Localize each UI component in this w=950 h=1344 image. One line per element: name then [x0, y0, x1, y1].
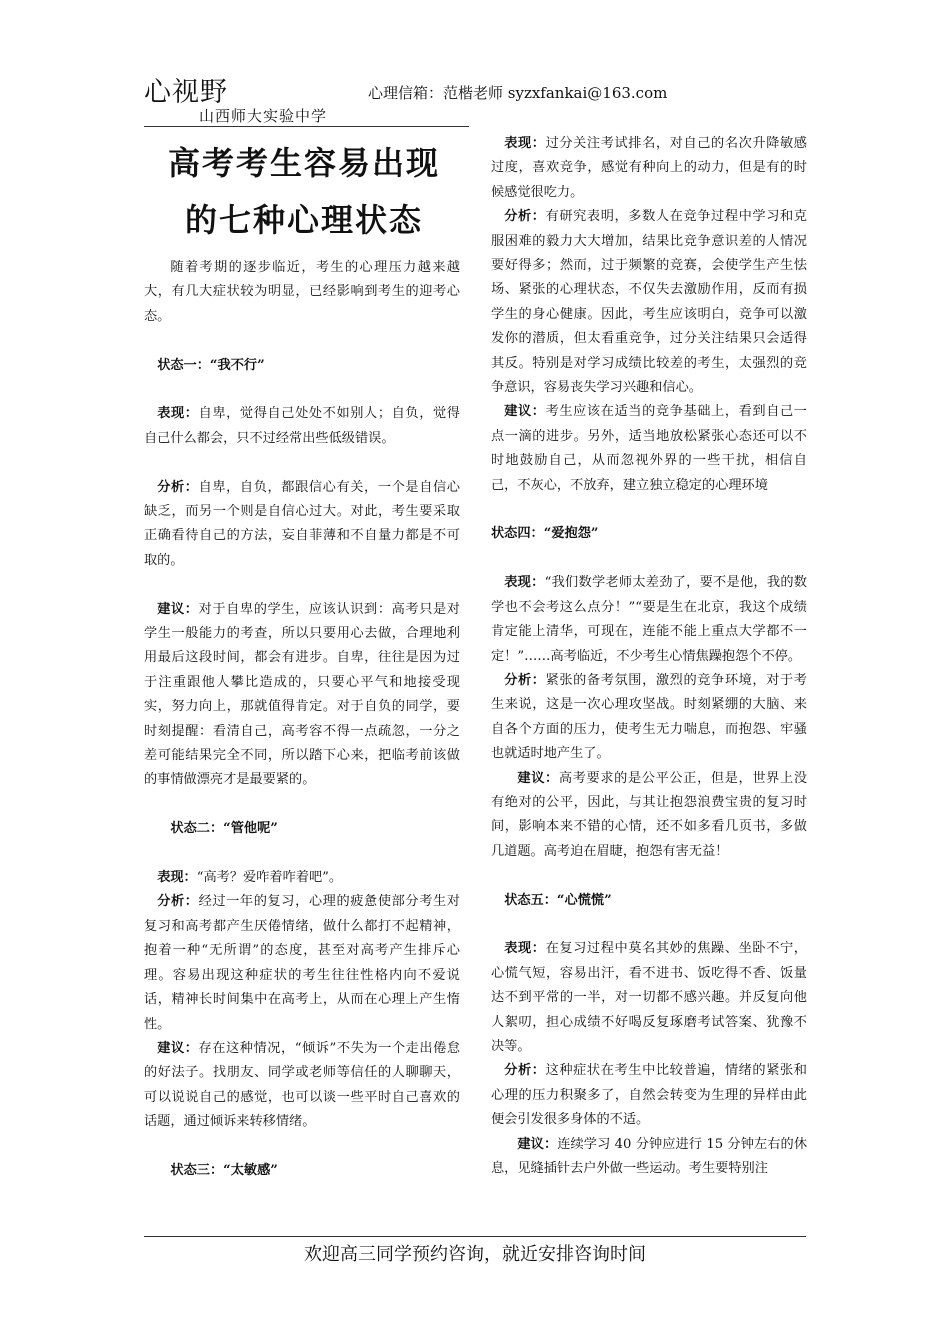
state2-biaoxian-text: “高考？爱咋着咋着吧”。	[196, 870, 343, 886]
state2-fenxi	[144, 890, 460, 1036]
state4-fenxi	[491, 669, 807, 767]
state5-jianyi-text: 连续学习 40 分钟应进行 15 分钟左右的休息，见缝插针去户外做一些运动。考生要特别注	[491, 1136, 808, 1176]
state1-fenxi-text: 自卑，自负，都跟信心有关，一个是自信心缺乏，而另一个则是自信心过大。对此，考生要采取正确看待自己的方法，妄自菲薄和不自量力都是不可取的。	[144, 479, 460, 568]
brand-logo-text: 心视野	[144, 77, 228, 108]
school-name: 山西师大实验中学	[199, 107, 328, 125]
fenxi-label: 分析：	[157, 894, 199, 910]
article-title-line1: 高考考生容易出现	[167, 144, 440, 182]
biaoxian-label: 表现：	[504, 575, 545, 591]
biaoxian-label: 表现：	[504, 136, 546, 151]
intro-paragraph: 随着考期的逐步临近，考生的心理压力越来越大，有几大症状较为明显，已经影响到考生的迎考心态。	[144, 260, 460, 324]
state1-fenxi	[144, 476, 460, 574]
state5-biaoxian-text: 在复习过程中莫名其妙的焦躁、坐卧不宁，心慌气短，容易出汗，看不进书、饭吃得不香、饭量达不到平常的一半，对一切都不感兴趣。并反复向他人絮叨，担心成绩不好喝反复琢磨考试答案、犹豫不决等。	[491, 941, 807, 1054]
footer-divider	[144, 1236, 806, 1237]
state2-jianyi-text: 存在这种情况，“倾诉”不失为一个走出倦怠的好法子。找朋友、同学或老师等信任的人聊聊天，可以说说自己的感觉，也可以谈一些平时自己喜欢的话题，通过倾诉来转移情绪。	[144, 1040, 461, 1130]
biaoxian-label: 表现：	[157, 870, 197, 886]
state4-jianyi-text: 高考要求的是公平公正，但是，世界上没有绝对的公平，因此，与其让抱怨浪费宝贵的复习时间，影响本来不错的心情，还不如多看几页书，多做几道题。高考迫在眉睫，抱怨有害无益！	[491, 770, 808, 859]
jianyi-label: 建议：	[504, 404, 546, 420]
state5-fenxi	[491, 1059, 807, 1132]
footer-notice: 欢迎高三同学预约咨询，就近安排咨询时间	[304, 1244, 646, 1265]
state4-fenxi-text: 紧张的备考氛围，激烈的竞争环境，对于考生来说，这是一次心理攻坚战。时刻紧绷的大脑、来自各个方面的压力，使考生无力喘息，而抱怨、牢骚也就适时地产生了。	[491, 672, 807, 762]
fenxi-label: 分析：	[504, 1063, 546, 1079]
state2-jianyi	[144, 1037, 460, 1135]
jianyi-label: 建议：	[157, 1040, 199, 1056]
jianyi-label: 建议：	[517, 1136, 558, 1152]
state2-heading: 状态二：“管他呢”	[170, 821, 278, 837]
header-divider	[144, 126, 469, 127]
state5-jianyi	[491, 1133, 807, 1182]
state4-jianyi	[491, 767, 807, 865]
state1-jianyi	[144, 598, 460, 793]
state1-biaoxian-text: 自卑，觉得自己处处不如别人；自负，觉得自己什么都会，只不过经常出些低级错误。	[144, 406, 460, 446]
right-column	[491, 132, 807, 1181]
state3-fenxi	[491, 205, 807, 400]
state1-jianyi-text: 对于自卑的学生，应该认识到：高考只是对学生一般能力的考查，所以只要用心去做，合理地利用最后这段时间，都会有进步。自卑，往往是因为过于注重跟他人攀比造成的，只要心平气和地接受现实，努力向上，那就值得肯定。对于自负的同学，要时刻提醒：看清自己，高考容不得一点疏忽，一分之差可能结果完全不同，所以踏下心来，把临考前该做的事情做漂亮才是最要紧的。	[144, 601, 460, 788]
state4-biaoxian	[491, 571, 807, 669]
fenxi-label: 分析：	[504, 672, 546, 688]
state1-biaoxian	[144, 402, 460, 451]
state3-fenxi-text: 有研究表明，多数人在竞争过程中学习和克服困难的毅力大大增加，结果比竞争意识差的人情况要好得多；然而，过于频繁的竞赛，会使学生产生怯场、紧张的心理状态，不仅失去激励作用，反而有损学生的身心健康。因此，考生应该明白，竞争可以激发你的潜质，但太看重竞争，过分关注结果只会适得其反。特别是对学习成绩比较差的考生，太强烈的竞争意识，容易丧失学习兴趣和信心。	[491, 209, 807, 396]
jianyi-label: 建议：	[157, 601, 199, 617]
contact-mailbox: 心理信箱：范楷老师 syzxfankai@163.com	[368, 84, 668, 102]
left-column	[144, 256, 460, 1183]
state3-jianyi-text: 考生应该在适当的竞争基础上，看到自己一点一滴的进步。另外，适当地放松紧张心态还可以不时地鼓励自己，从而忽视外界的一些干扰，相信自己，不灰心，不放弃，建立独立稳定的心理环境	[491, 404, 807, 493]
biaoxian-label: 表现：	[504, 941, 546, 957]
state5-heading: 状态五：“心慌慌”	[504, 892, 612, 908]
biaoxian-label: 表现：	[157, 406, 199, 422]
state3-biaoxian-text: 过分关注考试排名，对自己的名次升降敏感过度，喜欢竞争，感觉有种向上的动力，但是有的时候感觉很吃力。	[491, 136, 807, 200]
fenxi-label: 分析：	[504, 209, 546, 225]
state3-biaoxian	[491, 132, 807, 205]
state1-heading: 状态一：“我不行”	[157, 357, 265, 373]
state5-fenxi-text: 这种症状在考生中比较普遍，情绪的紧张和心理的压力积聚多了，自然会转变为生理的异样由此便会引发很多身体的不适。	[491, 1063, 807, 1128]
state5-biaoxian	[491, 937, 807, 1059]
jianyi-label: 建议：	[517, 770, 559, 786]
fenxi-label: 分析：	[157, 479, 199, 495]
state4-heading: 状态四：“爱抱怨”	[491, 526, 599, 542]
state3-heading: 状态三：“太敏感”	[170, 1162, 278, 1178]
state4-biaoxian-text: “我们数学老师太差劲了，要不是他，我的数学也不会考这么点分！”“要是生在北京，我这个成绩肯定能上清华，可现在，连能不能上重点大学都不一定！”……高考临近，不少考生心情焦躁抱怨个不停。	[491, 575, 807, 664]
state2-biaoxian	[144, 866, 460, 890]
state3-jianyi	[491, 400, 807, 498]
state2-fenxi-text: 经过一年的复习，心理的疲惫使部分考生对复习和高考都产生厌倦情绪，做什么都打不起精神，抱着一种“无所谓”的态度，甚至对高考产生排斥心理。容易出现这种症状的考生往往性格内向不爱说话，精神长时间集中在高考上，从而在心理上产生惰性。	[144, 894, 460, 1032]
article-title-line2: 的七种心理状态	[184, 201, 423, 239]
